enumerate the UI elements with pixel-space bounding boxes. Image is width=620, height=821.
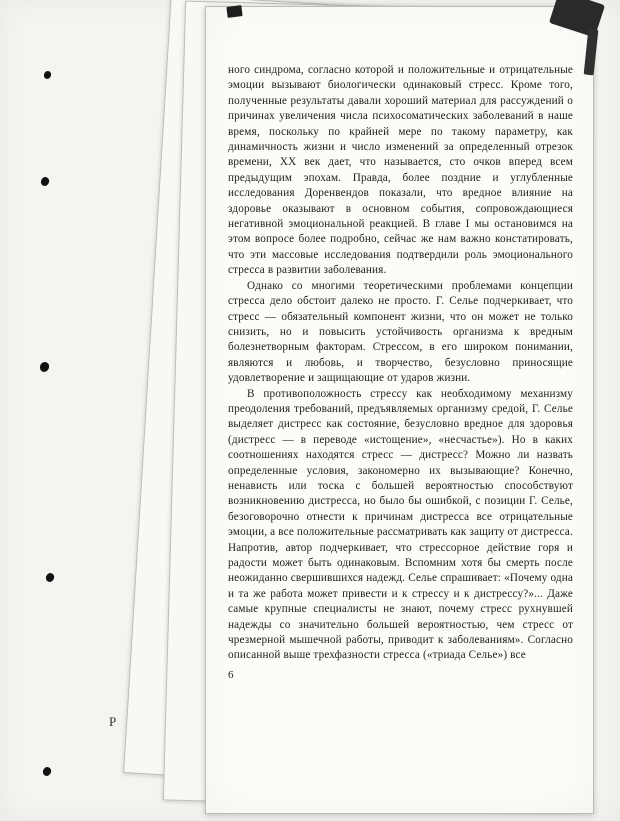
hole-punch <box>39 361 51 373</box>
hole-punch <box>42 766 52 777</box>
stray-letter: Р <box>109 714 117 729</box>
hole-punch <box>40 176 50 187</box>
hole-punch <box>45 572 55 583</box>
paragraph: В противоположность стрессу как необходимому механизму преодоления требований, предъявляемых организму средой, Г. Селье выделяет дистресс как состояние, безусловно вредное для здоровья (дистресс — в переводе «истощение», «несчастье»). Но в каких соотношениях находятся стресс — дистресс? Можно ли назвать определенные условия, закономерно их вызывающие? Конечно, ненависть или тоска с большей вероятностью способствуют возникновению дистресса, но было бы ошибкой, с позиции Г. Селье, безоговорочно отнести к причинам дистресса все отрицательные эмоции, а все положительные рассматривать как защиту от дистресса. Напротив, автор подчеркивает, что стрессорное действие горя и радости может быть одинаковым. Вспомним хотя бы смерть после неожиданно свершившихся надежд. Селье спрашивает: «Почему одна и та же работа может привести и к стрессу и к дистрессу?»... Даже самые крупные специалисты не знают, почему стресс рухнувшей надежды со значительно большей вероятностью, чем стресс от чрезмерной мышечной работы, приводит к заболеваниям». Согласно описанной выше трехфазности стресса («триада Селье») все <box>228 387 573 662</box>
paragraph-continuation: ного синдрома, согласно которой и положительные и отрицательные эмоции вызывают биологически одинаковый стресс. Кроме того, полученные результаты давали хороший материал для рассуждений о причинах увеличения числа психосоматических заболеваний в наше время, поскольку по крайней мере по такому параметру, как динамичность жизни и число изменений за определенный отрезок времени, XX век дает, что называется, сто очков вперед всем предыдущим эпохам. Правда, более поздние и углубленные исследования Доренвендов показали, что вредное влияние на здоровье оказывают в основном события, сопровождающиеся негативной эмоциональной реакцией. В главе I мы остановимся на этом вопросе более подробно, сейчас же нам важно констатировать, что эти массовые исследования подтвердили роль эмоционального стресса в развитии заболевания. <box>228 64 573 277</box>
paragraph: Однако со многими теоретическими проблемами концепции стресса дело обстоит далеко не просто. Г. Селье подчеркивает, что стресс — обязательный компонент жизни, что он может не только снизить, но и повысить устойчивость организма к вредным болезнетворным факторам. Стрессом, в его широком понимании, являются и любовь, и творчество, безусловно приносящие удовлетворение и защищающие от ударов жизни. <box>228 279 573 385</box>
page-number: 6 <box>228 668 234 681</box>
hole-punch <box>43 70 52 80</box>
page-sheet <box>205 6 594 814</box>
page-text <box>206 7 593 813</box>
